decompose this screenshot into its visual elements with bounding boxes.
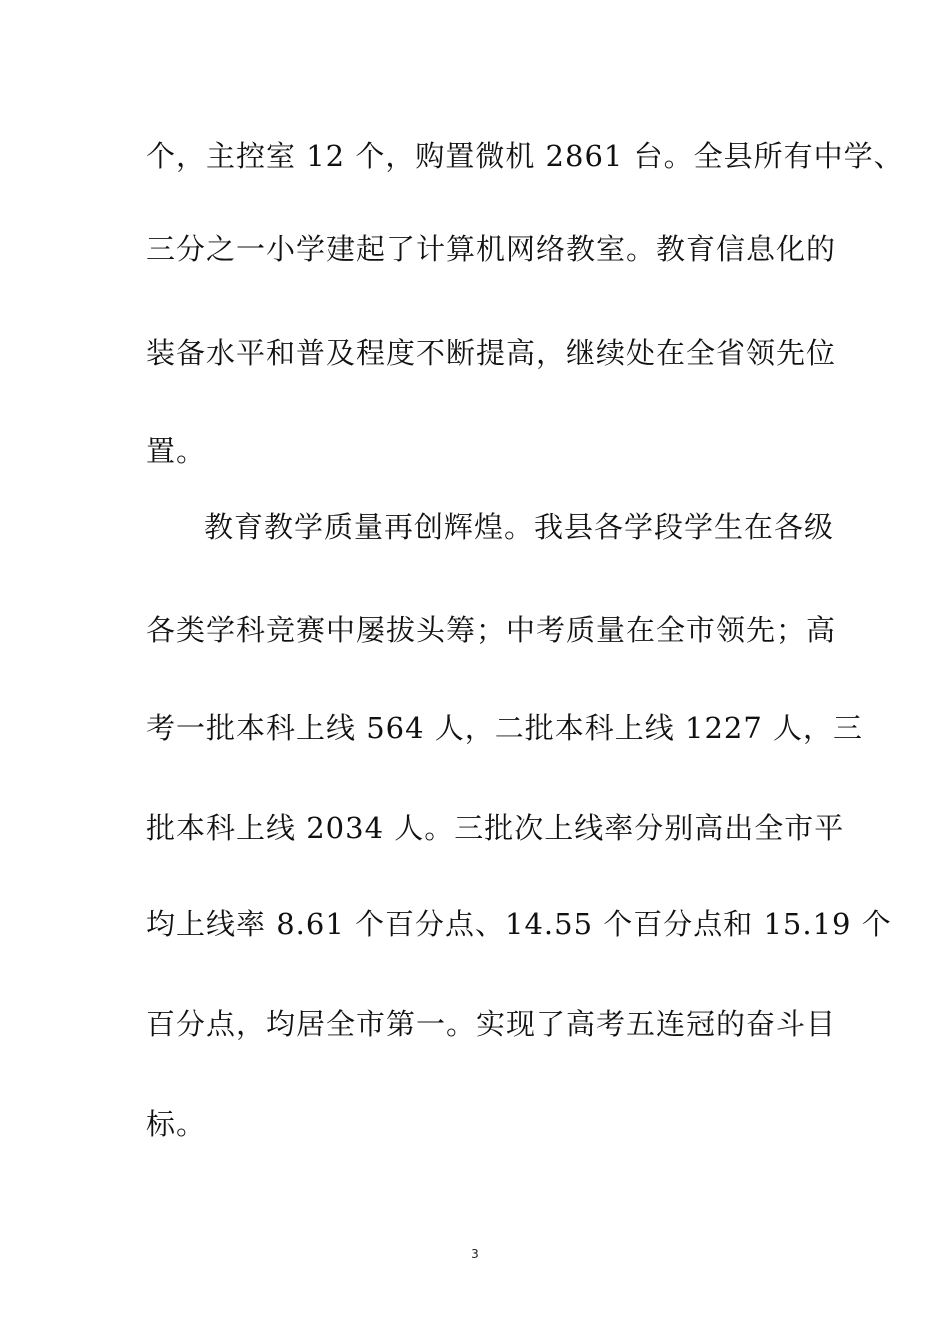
page-number: 3 [471, 1247, 479, 1261]
text-line: 置。 [146, 434, 207, 468]
text-line: 三分之一小学建起了计算机网络教室。教育信息化的 [146, 232, 837, 266]
text-line: 个，主控室 12 个，购置微机 2861 台。全县所有中学、 [146, 139, 904, 173]
text-line: 考一批本科上线 564 人，二批本科上线 1227 人，三 [146, 711, 864, 745]
text-line: 标。 [146, 1107, 207, 1141]
text-line: 批本科上线 2034 人。三批次上线率分别高出全市平 [146, 811, 845, 845]
paragraph-first-line: 教育教学质量再创辉煌。我县各学段学生在各级 [204, 510, 835, 544]
text-line: 各类学科竞赛中屡拔头筹；中考质量在全市领先；高 [146, 613, 837, 647]
text-line: 均上线率 8.61 个百分点、14.55 个百分点和 15.19 个 [146, 907, 892, 941]
text-line: 百分点，均居全市第一。实现了高考五连冠的奋斗目 [146, 1007, 837, 1041]
text-line: 装备水平和普及程度不断提高，继续处在全省领先位 [146, 336, 837, 370]
